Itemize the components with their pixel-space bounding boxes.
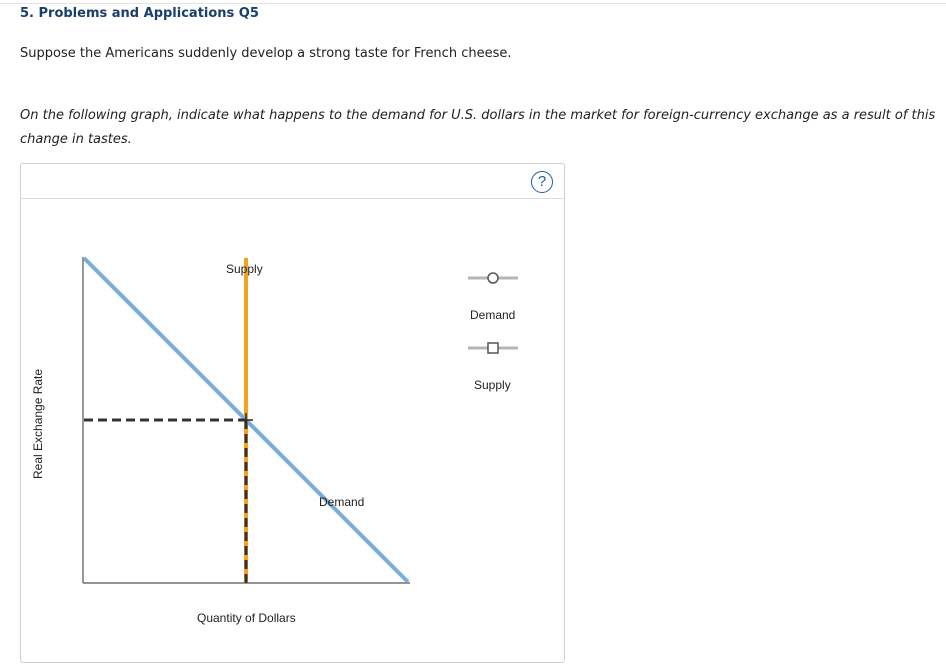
- x-axis-label: Quantity of Dollars: [197, 611, 296, 625]
- supply-tool-label[interactable]: Supply: [474, 378, 511, 392]
- square-icon: [488, 343, 498, 353]
- graph-panel: [20, 163, 565, 663]
- question-title: 5. Problems and Applications Q5: [20, 6, 259, 21]
- circle-icon: [488, 273, 498, 283]
- y-axis-label: Real Exchange Rate: [31, 368, 45, 479]
- question-instruction: On the following graph, indicate what happens to the demand for U.S. dollars in the market for foreign-currency exchange as a result of this change in tastes.: [20, 108, 936, 147]
- graph-canvas[interactable]: [21, 164, 566, 664]
- supply-tool[interactable]: [468, 343, 518, 353]
- demand-tool-label[interactable]: Demand: [470, 308, 516, 322]
- supply-curve-label: Supply: [226, 262, 263, 276]
- demand-curve-label: Demand: [319, 495, 365, 509]
- demand-tool[interactable]: [468, 273, 518, 283]
- top-divider: [0, 3, 946, 4]
- help-button[interactable]: ?: [531, 171, 553, 193]
- question-prompt: Suppose the Americans suddenly develop a strong taste for French cheese.: [20, 46, 512, 61]
